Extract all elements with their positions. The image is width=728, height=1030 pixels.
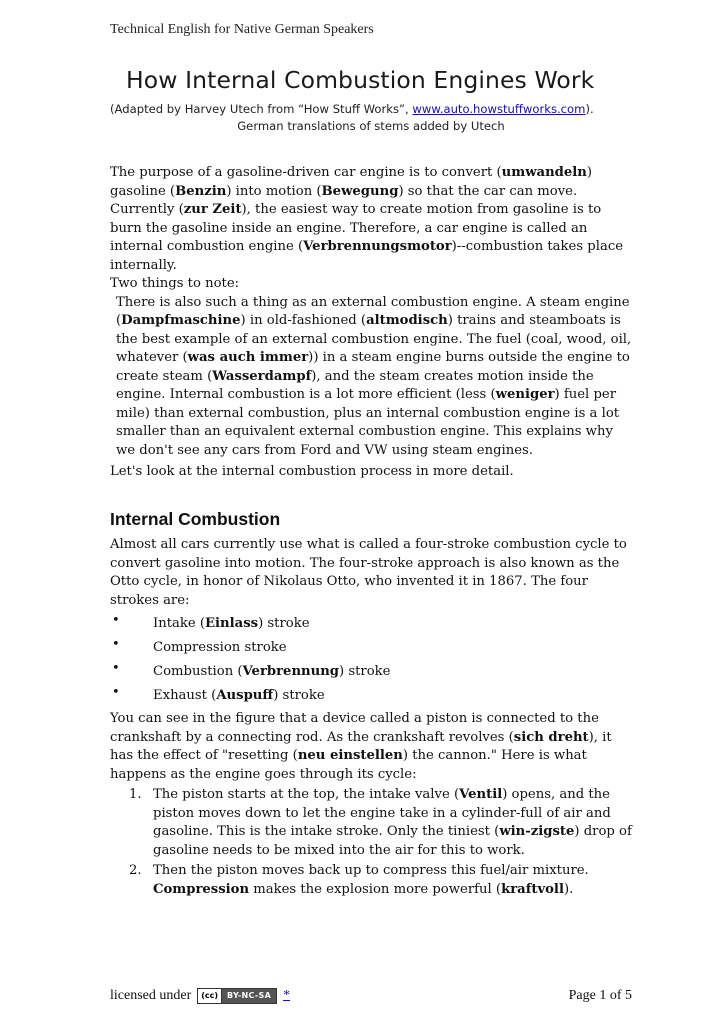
license-code: BY-NC-SA (222, 989, 276, 1003)
german-term: Compression (153, 881, 250, 897)
german-term: win-zigste (499, 824, 575, 839)
german-term: Bewegung (321, 183, 399, 199)
cycle-steps-list (110, 786, 632, 899)
stroke-label: Intake (Einlass) stroke (153, 616, 310, 631)
list-item (110, 862, 632, 899)
german-term: Verbrennungsmotor (303, 239, 452, 254)
step-number: 1. (129, 787, 142, 802)
german-term: sich dreht (513, 729, 589, 745)
german-term: kraftvoll (501, 881, 564, 897)
german-term: Einlass (205, 616, 259, 631)
step-number: 2. (129, 863, 142, 878)
german-term: umwandeln (501, 165, 587, 180)
list-item (110, 786, 632, 860)
running-header: Technical English for Native German Speakers (110, 22, 374, 37)
intro-paragraph: The purpose of a gasoline-driven car engine is to convert (umwandeln) gasoline (Benzin) into motion (Bewegung) so that the car can move. Currently (zur Zeit), the easiest way to create motion from gasoline is to burn the gasoline inside an engine. Therefore, a car engine is called an internal combustion engine (Verbrennungsmotor)--combustion takes place internally. (110, 165, 624, 273)
credit-line-1 (110, 101, 632, 118)
document-title: How Internal Combustion Engines Work (126, 66, 595, 94)
two-things-label: Two things to note: (110, 276, 240, 291)
source-link[interactable]: www.auto.howstuffworks.com (412, 102, 586, 116)
bullet-icon: • (112, 637, 120, 652)
cc-logo: (cc) (198, 989, 222, 1003)
page-number: Page 1 of 5 (568, 988, 632, 1003)
german-term: neu einstellen (297, 748, 403, 763)
german-term: weniger (495, 387, 555, 402)
bullet-icon: • (112, 661, 120, 676)
list-item (110, 612, 632, 636)
credit-suffix: ). (585, 102, 594, 116)
cc-license-icon[interactable] (197, 988, 277, 1004)
footer-license (110, 988, 290, 1004)
german-term: Ventil (459, 787, 503, 802)
section-intro-paragraph: Almost all cars currently use what is called a four-stroke combustion cycle to convert gasoline into motion. The four-stroke approach is also known as the Otto cycle, in honor of Nikolaus Otto, who invented it in 1867. The four strokes are: (110, 537, 627, 608)
german-term: Dampfmaschine (121, 313, 241, 328)
step-text: Then the piston moves back up to compress this fuel/air mixture. Compression makes the explosion more powerful (kraftvoll). (153, 863, 589, 897)
german-term: Auspuff (216, 688, 274, 703)
intro-block (110, 164, 632, 482)
list-item (110, 660, 632, 684)
licensed-under-label: licensed under (110, 988, 192, 1003)
piston-paragraph: You can see in the figure that a device called a piston is connected to the crankshaft by a connecting rod. As the crankshaft revolves (sich dreht), it has the effect of "resetting (neu einstellen) the cannon." Here is what happens as the engine goes through its cycle: (110, 711, 612, 782)
credit-prefix: (Adapted by Harvey Utech from “How Stuff Works”, (110, 102, 413, 116)
stroke-label: Compression stroke (153, 640, 287, 655)
german-term: zur Zeit (183, 202, 242, 217)
step-text: The piston starts at the top, the intake valve (Ventil) opens, and the piston moves down to let the engine take in a cylinder-full of air and gasoline. This is the intake stroke. Only the tiniest (win-zigste) drop of gasoline needs to be mixed into the air for this to work. (153, 787, 632, 858)
german-term: was auch immer (187, 350, 309, 365)
section-body (110, 536, 632, 899)
german-term: Wasserdampf (212, 368, 312, 384)
external-combustion-note: There is also such a thing as an external combustion engine. A steam engine (Dampfmaschine) in old-fashioned (altmodisch) trains and steamboats is the best example of an external combustion engine. The fuel (coal, wood, oil, whatever (was auch immer)) in a steam engine burns outside the engine to create steam (Wasserdampf), and the steam creates motion inside the engine. Internal combustion is a lot more efficient (less (weniger) fuel per mile) than external combustion, plus an internal combustion engine is a lot smaller than an equivalent external combustion engine. This explains why we don't see any cars from Ford and VW using steam engines. (116, 294, 632, 458)
footnote-star-link[interactable]: * (283, 988, 291, 1003)
bullet-icon: • (112, 685, 120, 700)
stroke-label: Combustion (Verbrennung) stroke (153, 664, 391, 679)
credit-line-2: German translations of stems added by Utech (237, 119, 505, 133)
strokes-list (110, 612, 632, 708)
credit-block (110, 101, 632, 135)
list-item (110, 684, 632, 708)
lets-look-paragraph: Let's look at the internal combustion process in more detail. (110, 464, 514, 479)
bullet-icon: • (112, 613, 120, 628)
list-item (110, 636, 632, 660)
german-term: altmodisch (366, 313, 448, 328)
stroke-label: Exhaust (Auspuff) stroke (153, 688, 325, 703)
german-term: Verbrennung (242, 664, 340, 679)
section-heading: Internal Combustion (110, 509, 281, 529)
german-term: Benzin (175, 183, 227, 199)
